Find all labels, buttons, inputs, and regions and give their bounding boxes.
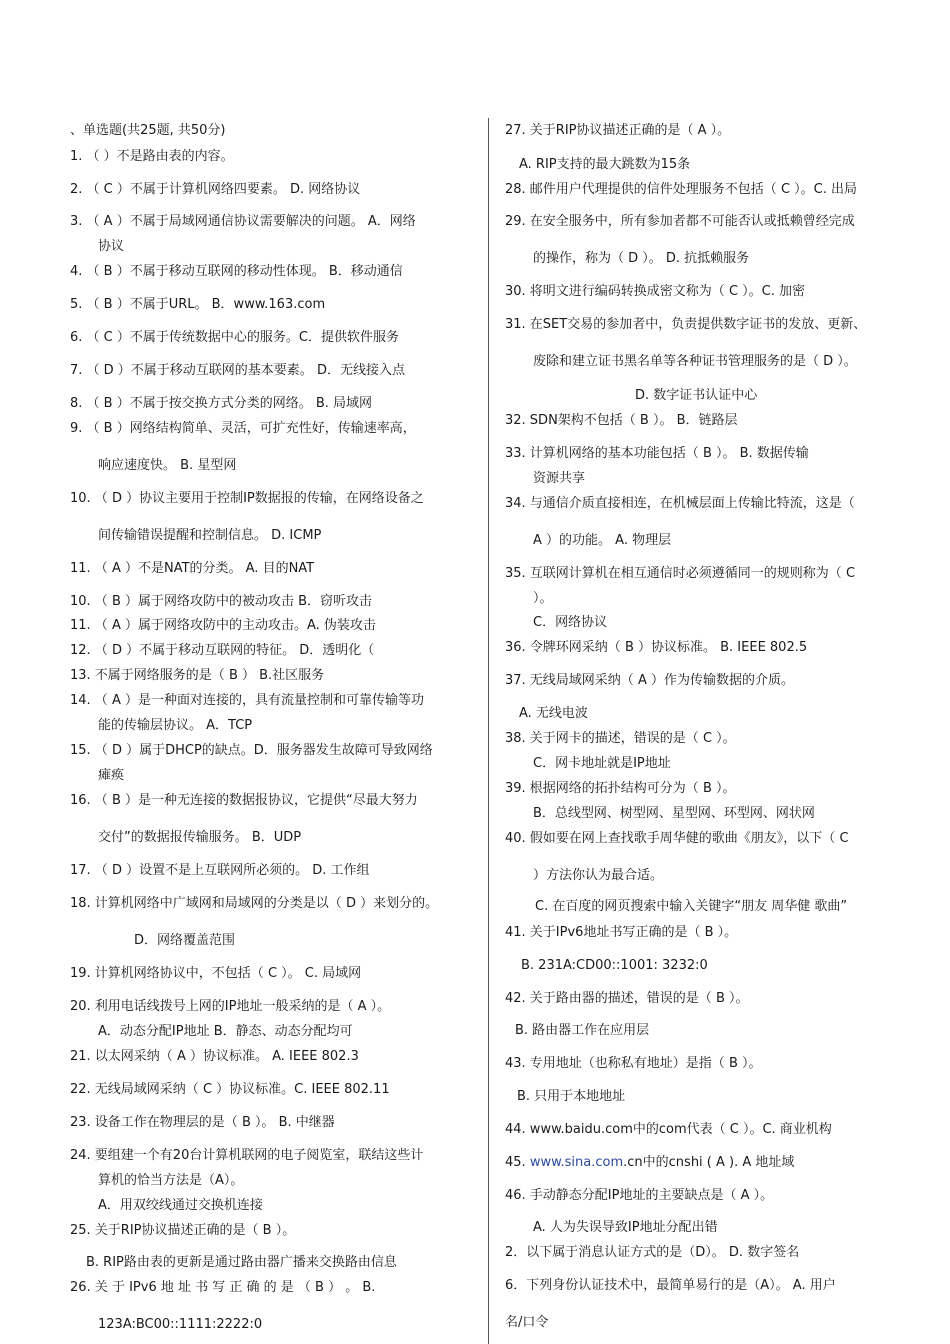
right-line-36: 46. 手动静态分配IP地址的主要缺点是（ A ）。 <box>505 1188 774 1203</box>
right-line-15: 35. 互联网计算机在相互通信时必须遵循同一的规则称为（ C <box>505 566 856 581</box>
left-line-34: 24. 要组建一个有20台计算机联网的电子阅览室，联结这些计 <box>70 1148 424 1163</box>
right-line-33: B. 只用于本地地址 <box>517 1089 626 1104</box>
left-line-15: 10. （ B ）属于网络攻防中的被动攻击 B．窃听攻击 <box>70 594 373 609</box>
right-line-22: C．网卡地址就是IP地址 <box>533 756 671 771</box>
right-line-21: 38. 关于网卡的描述，错误的是（ C ）。 <box>505 731 736 746</box>
left-line-27: D．网络覆盖范围 <box>134 933 236 948</box>
right-line-26: ）方法你认为最合适。 <box>533 868 664 883</box>
right-line-32: 43. 专用地址（也称私有地址）是指（ B ）。 <box>505 1056 762 1071</box>
right-line-17: C．网络协议 <box>533 615 608 630</box>
left-line-12: 10. （ D ）协议主要用于控制IP数据报的传输，在网络设备之 <box>70 491 424 506</box>
left-line-16: 11. （ A ）属于网络攻防中的主动攻击。A. 伪装攻击 <box>70 618 376 633</box>
left-line-26: 18. 计算机网络中广域网和局域网的分类是以（ D ）来划分的。 <box>70 896 439 911</box>
right-line-6: 30. 将明文进行编码转换成密文称为（ C ）。C. 加密 <box>505 284 805 299</box>
left-line-31: 21. 以太网采纳（ A ）协议标准。 A. IEEE 802.3 <box>70 1049 359 1064</box>
left-line-2: 2. （ C ）不属于计算机网络四要素。 D. 网络协议 <box>70 182 361 197</box>
left-line-6: 5. （ B ）不属于URL。 B．www.163.com <box>70 297 326 312</box>
left-line-33: 23. 设备工作在物理层的是（ B ）。 B. 中继器 <box>70 1115 335 1130</box>
right-line-38: 2．以下属于消息认证方式的是（D）。 D. 数字签名 <box>505 1245 800 1260</box>
right-line-25: 40. 假如要在网上查找歌手周华健的歌曲《朋友》，以下（ C <box>505 831 849 846</box>
right-line-1: 27. 关于RIP协议描述正确的是（ A ）。 <box>505 123 731 138</box>
right-line-23: 39. 根据网络的拓扑结构可分为（ B ）。 <box>505 781 736 796</box>
right-line-5: 的操作，称为（ D ）。 D. 抗抵赖服务 <box>533 251 750 266</box>
left-line-21: 15. （ D ）属于DHCP的缺点。D．服务器发生故障可导致网络 <box>70 743 433 758</box>
left-line-22: 瘫痪 <box>98 768 125 783</box>
left-line-30: A．动态分配IP地址 B．静态、动态分配均可 <box>98 1024 353 1039</box>
left-line-14: 11. （ A ）不是NAT的分类。 A. 目的NAT <box>70 561 315 576</box>
left-line-3: 3. （ A ）不属于局域网通信协议需要解决的问题。 A．网络 <box>70 214 416 229</box>
left-line-18: 13. 不属于网络服务的是（ B ） B.社区服务 <box>70 668 325 683</box>
right-line-9: D. 数字证书认证中心 <box>635 388 758 403</box>
right-line-31: B. 路由器工作在应用层 <box>515 1023 650 1038</box>
left-line-20: 能的传输层协议。 A．TCP <box>98 718 253 733</box>
right-line-3: 28. 邮件用户代理提供的信件处理服务不包括（ C ）。C. 出局 <box>505 182 857 197</box>
left-line-23: 16. （ B ）是一种无连接的数据报协议，它提供“尽最大努力 <box>70 793 418 808</box>
right-line-37: A. 人为失误导致IP地址分配出错 <box>533 1220 718 1235</box>
right-line-13: 34. 与通信介质直接相连，在机械层面上传输比特流，这是（ <box>505 496 855 511</box>
left-line-38: B. RIP路由表的更新是通过路由器广播来交换路由信息 <box>86 1255 397 1270</box>
right-line-28: 41. 关于IPv6地址书写正确的是（ B ）。 <box>505 925 738 940</box>
left-line-32: 22. 无线局域网采纳（ C ）协议标准。C. IEEE 802.11 <box>70 1082 390 1097</box>
left-line-35: 算机的恰当方法是（A）。 <box>98 1173 244 1188</box>
left-line-8: 7. （ D ）不属于移动互联网的基本要素。 D．无线接入点 <box>70 363 405 378</box>
section-title: 、单选题(共25题, 共50分) <box>70 123 226 138</box>
column-divider <box>488 118 489 1344</box>
right-line-18: 36. 令牌环网采纳（ B ）协议标准。 B. IEEE 802.5 <box>505 640 808 655</box>
right-line-29: B. 231A:CD00::1001: 3232:0 <box>521 958 708 973</box>
left-line-28: 19. 计算机网络协议中，不包括（ C ）。 C. 局域网 <box>70 966 362 981</box>
right-line-40: 名/口令 <box>505 1315 549 1330</box>
right-line-14: A ）的功能。 A. 物理层 <box>533 533 672 548</box>
left-line-39: 26. 关 于 IPv6 地 址 书 写 正 确 的 是 （ B ） 。 B. <box>70 1280 376 1295</box>
right-line-19: 37. 无线局域网采纳（ A ）作为传输数据的介质。 <box>505 673 794 688</box>
right-line-12: 资源共享 <box>533 471 586 486</box>
right-line-10: 32. SDN架构不包括（ B ）。 B．链路层 <box>505 413 738 428</box>
left-line-36: A．用双绞线通过交换机连接 <box>98 1198 263 1213</box>
left-line-24: 交付”的数据报传输服务。 B．UDP <box>98 830 302 845</box>
right-line-35: 45. www.sina.com.cn中的cnshi ( A ). A 地址域 <box>505 1155 795 1170</box>
left-line-7: 6. （ C ）不属于传统数据中心的服务。C．提供软件服务 <box>70 330 399 345</box>
left-line-29: 20. 利用电话线拨号上网的IP地址一般采纳的是（ A ）。 <box>70 999 391 1014</box>
right-line-4: 29. 在安全服务中，所有参加者都不可能否认或抵赖曾经完成 <box>505 214 855 229</box>
left-line-37: 25. 关于RIP协议描述正确的是（ B ）。 <box>70 1223 296 1238</box>
left-line-1: 1. （ ）不是路由表的内容。 <box>70 149 234 164</box>
right-line-24: B．总线型网、树型网、星型网、环型网、网状网 <box>533 806 815 821</box>
right-line-34: 44. www.baidu.com中的com代表（ C ）。C. 商业机构 <box>505 1122 832 1137</box>
sina-link[interactable]: www.sina.com <box>529 1155 624 1170</box>
left-line-10: 9. （ B ）网络结构简单、灵活，可扩充性好，传输速率高， <box>70 421 416 436</box>
right-line-7: 31. 在SET交易的参加者中，负责提供数字证书的发放、更新、 <box>505 317 867 332</box>
right-line-30: 42. 关于路由器的描述，错误的是（ B ）。 <box>505 991 749 1006</box>
right-line-39: 6．下列身份认证技术中，最简单易行的是（A）。 A. 用户 <box>505 1278 836 1293</box>
left-line-9: 8. （ B ）不属于按交换方式分类的网络。 B. 局域网 <box>70 396 373 411</box>
right-line-8: 废除和建立证书黑名单等各种证书管理服务的是（ D ）。 <box>533 354 857 369</box>
right-line-16: ）。 <box>533 591 553 606</box>
right-line-27: C. 在百度的网页搜索中输入关键字“朋友 周华健 歌曲” <box>535 899 848 914</box>
left-line-5: 4. （ B ）不属于移动互联网的移动性体现。 B．移动通信 <box>70 264 403 279</box>
left-line-13: 间传输错误提醒和控制信息。 D. ICMP <box>98 528 322 543</box>
left-line-4: 协议 <box>98 239 125 254</box>
left-line-40: 123A:BC00::1111:2222:0 <box>98 1317 263 1332</box>
left-line-17: 12. （ D ）不属于移动互联网的特征。 D．透明化（ <box>70 643 375 658</box>
right-line-2: A. RIP支持的最大跳数为15条 <box>519 157 691 172</box>
right-line-11: 33. 计算机网络的基本功能包括（ B ）。 B. 数据传输 <box>505 446 809 461</box>
left-line-25: 17. （ D ）设置不是上互联网所必须的。 D. 工作组 <box>70 863 370 878</box>
left-line-19: 14. （ A ）是一种面对连接的，具有流量控制和可靠传输等功 <box>70 693 424 708</box>
left-line-11: 响应速度快。 B. 星型网 <box>98 458 237 473</box>
right-line-20: A. 无线电波 <box>519 706 588 721</box>
